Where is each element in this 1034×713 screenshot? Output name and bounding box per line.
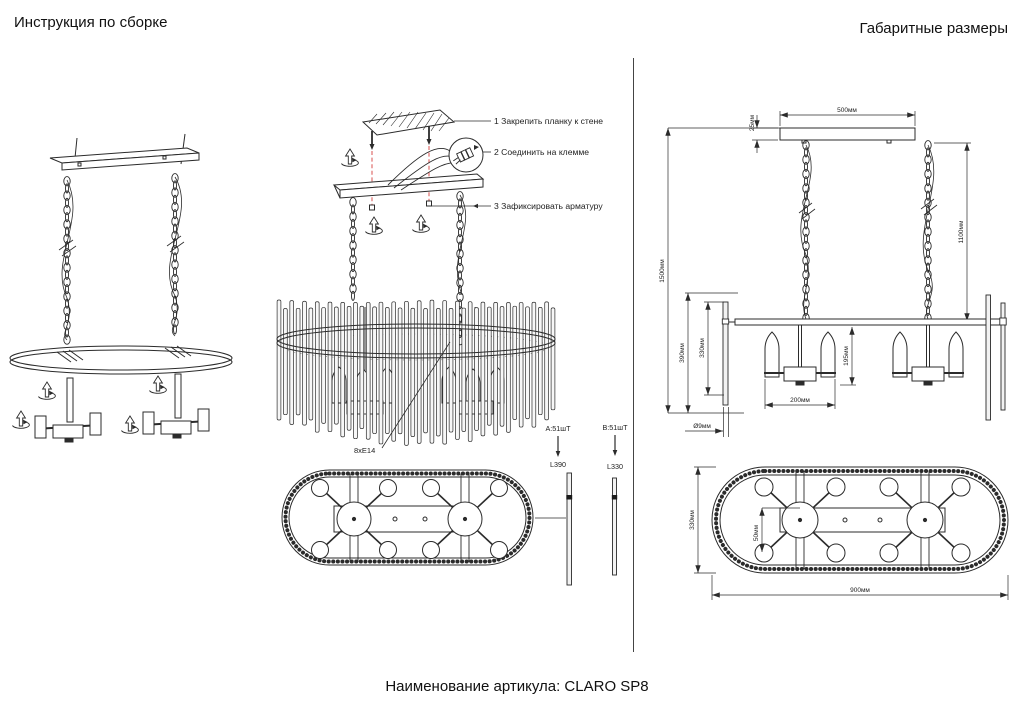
part-rod-b — [612, 478, 617, 575]
part-a-qty-label: A:51шТ — [545, 424, 571, 433]
panel-divider — [633, 58, 634, 652]
fixing-screw-left — [370, 205, 375, 210]
dim-rod-diameter — [685, 407, 729, 437]
plan-view — [282, 470, 533, 565]
dimensions-figure — [640, 75, 1034, 610]
screw-direction-icon — [13, 411, 30, 428]
dim-rod-inner — [704, 302, 724, 395]
screw-direction-icon — [366, 217, 383, 234]
hanging-wires — [799, 145, 937, 319]
dim-hub-offset-label: 50мм — [753, 524, 760, 542]
assembly-overview-figure — [5, 128, 260, 468]
chain-right — [925, 141, 931, 323]
chain-left — [350, 198, 356, 301]
exploded-view-figure — [270, 95, 630, 600]
terminal-detail — [449, 138, 483, 172]
part-a-length-label: L390 — [550, 460, 566, 469]
step-1-label: 1 Закрепить планку к стене — [494, 116, 604, 126]
part-rod-a — [566, 473, 572, 585]
dim-rod-diameter-label: Ø9мм — [693, 423, 711, 430]
chain-left — [64, 177, 70, 345]
dim-plate-height-label: 25мм — [749, 114, 756, 132]
part-b-length-label: L330 — [607, 462, 623, 471]
dim-cluster-width-label: 200мм — [790, 397, 810, 404]
screw-direction-icon — [122, 416, 139, 433]
drum-rods — [277, 300, 555, 445]
screw-direction-icon — [342, 149, 359, 166]
step-2-label: 2 Соединить на клемме — [494, 147, 590, 157]
ceiling-plate — [780, 128, 915, 143]
screw-direction-icon — [39, 382, 56, 399]
hanging-wires — [59, 177, 184, 340]
dim-total-height-label: 1500мм — [659, 259, 666, 283]
dim-oval-depth — [694, 467, 716, 573]
oval-frame — [10, 346, 232, 374]
end-rod-left — [722, 302, 735, 405]
alignment-guides — [372, 146, 429, 205]
candle-cluster-1 — [764, 325, 836, 385]
dim-oval-width-label: 900мм — [850, 587, 870, 594]
ceiling-bar — [50, 134, 199, 170]
dim-cluster-height-label: 195мм — [843, 346, 850, 366]
dim-rod-outer-label: 390мм — [679, 343, 686, 363]
dim-chain-length-label: 1100мм — [958, 220, 965, 244]
mounting-bar — [334, 174, 483, 198]
fixing-screw-right — [427, 201, 432, 206]
part-b-qty-label: B:51шТ — [602, 423, 628, 432]
page-title-right: Габаритные размеры — [859, 20, 1008, 37]
part-arrows — [556, 435, 618, 457]
article-name-footer: Наименование артикула: CLARO SP8 — [385, 678, 649, 695]
chain-left — [803, 141, 809, 323]
wall-plate — [363, 110, 454, 135]
step-3-label: 3 Зафиксировать арматуру — [494, 201, 603, 211]
screw-direction-icon — [413, 215, 430, 232]
dim-plate-width-label: 500мм — [837, 107, 857, 114]
main-bar — [735, 319, 1005, 325]
end-rods-right — [986, 295, 1006, 420]
bulb-count-label: 8xE14 — [354, 446, 376, 455]
dim-oval-depth-label: 330мм — [689, 510, 696, 530]
screw-direction-icon — [150, 376, 167, 393]
candle-cluster-2 — [892, 325, 964, 385]
plan-view — [712, 467, 1008, 573]
page-title-left: Инструкция по сборке — [14, 14, 168, 31]
dim-chain-length — [934, 143, 971, 321]
dim-rod-inner-label: 330мм — [699, 338, 706, 358]
candle-cluster-right — [143, 374, 209, 438]
